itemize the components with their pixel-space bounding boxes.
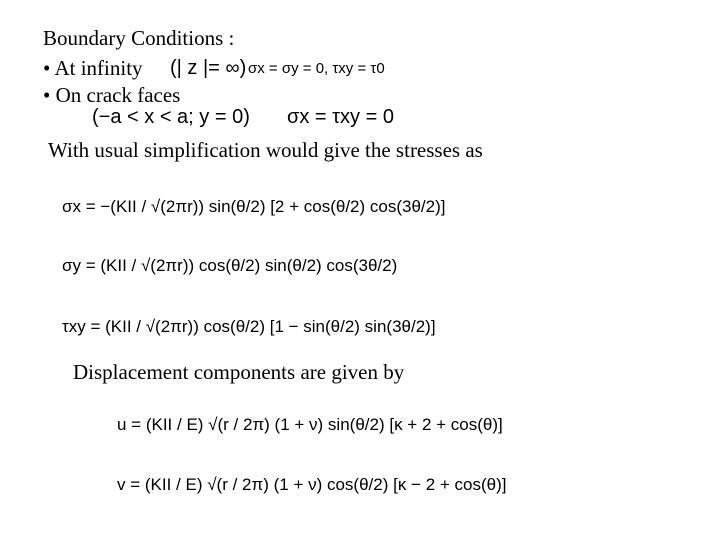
bullet-crack: • On crack faces bbox=[43, 83, 181, 107]
v-equation: v = (KII / E) √(r / 2π) (1 + ν) cos(θ/2) [κ − 2 + cos(θ)] bbox=[117, 475, 507, 494]
u-equation: u = (KII / E) √(r / 2π) (1 + ν) sin(θ/2) [κ + 2 + cos(θ)] bbox=[117, 415, 503, 434]
sigma-x-equation: σx = −(KII / √(2πr)) sin(θ/2) [2 + cos(θ/2) cos(3θ/2)] bbox=[62, 197, 446, 216]
displacement-text: Displacement components are given by bbox=[73, 360, 405, 384]
bullet-infinity: • At infinity bbox=[43, 56, 143, 80]
tau-xy-equation: τxy = (KII / √(2πr)) cos(θ/2) [1 − sin(θ/2) sin(3θ/2)] bbox=[62, 317, 436, 336]
infinity-stresses: σx = σy = 0, τxy = τ0 bbox=[248, 60, 385, 77]
boundary-heading: Boundary Conditions : bbox=[43, 26, 235, 50]
crack-stresses: σx = τxy = 0 bbox=[287, 106, 394, 128]
simplification-text: With usual simplification would give the stresses as bbox=[48, 138, 483, 162]
sigma-y-equation: σy = (KII / √(2πr)) cos(θ/2) sin(θ/2) cos(3θ/2) bbox=[62, 256, 398, 275]
crack-region: (−a < x < a; y = 0) bbox=[92, 106, 250, 128]
infinity-condition: (| z |= ∞) bbox=[170, 57, 247, 79]
